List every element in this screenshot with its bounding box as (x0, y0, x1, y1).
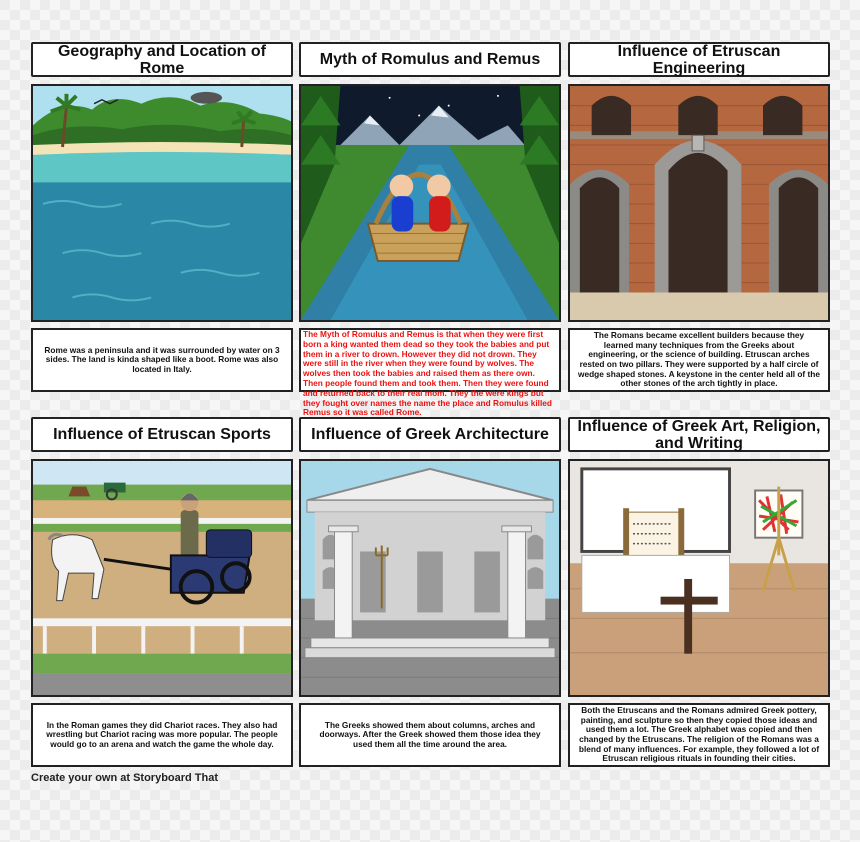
panel-1-title: Geography and Location of Rome (31, 42, 293, 77)
panel-4-caption: In the Roman games they did Chariot races. They also had wrestling but Chariot racing was more popular. The people would go to an arena and watch the game the whole day. (31, 703, 293, 767)
panel-3-scene-arches (568, 84, 830, 322)
panel-6-caption: Both the Etruscans and the Romans admired Greek pottery, painting, and sculpture so then they copied those ideas and used them a lot. The Greek alphabet was copied and then changed by the Etruscans. The religion of the Romans was a blend of many influences. For example, they followed a lot of Etruscan religious rituals in founding their cities. (568, 703, 830, 767)
panel-6-title: Influence of Greek Art, Religion, and Writing (568, 417, 830, 452)
panel-2-title: Myth of Romulus and Remus (299, 42, 561, 77)
panel-6-scene-art-writing (568, 459, 830, 697)
panel-3-title: Influence of Etruscan Engineering (568, 42, 830, 77)
panel-1-scene-coast (31, 84, 293, 322)
panel-4-title: Influence of Etruscan Sports (31, 417, 293, 452)
panel-5-caption: The Greeks showed them about columns, arches and doorways. After the Greek showed them those idea they used them all the time around the area. (299, 703, 561, 767)
panel-5-title: Influence of Greek Architecture (299, 417, 561, 452)
panel-2-caption: The Myth of Romulus and Remus is that when they were first born a king wanted them dead so they took the babies and put them in a river to drown. However they did not drown. They were still in the river when they were found by wolves. The wolves then took the babies and raised them as there own. Then people found them and took them. Then they were found and returned back to their real mom. They the were kings but they fought over names the name the place and Romulus killed Remus so it was called Rome. (299, 328, 561, 392)
panel-5-scene-temple (299, 459, 561, 697)
panel-1-caption: Rome was a peninsula and it was surrounded by water on 3 sides. The land is kinda shaped like a boot. Rome was also located in Italy. (31, 328, 293, 392)
panel-4-scene-chariot (31, 459, 293, 697)
panel-3-caption: The Romans became excellent builders because they learned many techniques from the Greeks about engineering, or the science of building. Etruscan arches rested on two pillars. They were supported by a half circle of wedge shaped stones. A keystone in the center held all of the other stones of the arch tightly in place. (568, 328, 830, 392)
storyboard-credit: Create your own at Storyboard That (31, 772, 219, 784)
panel-2-scene-river-basket (299, 84, 561, 322)
